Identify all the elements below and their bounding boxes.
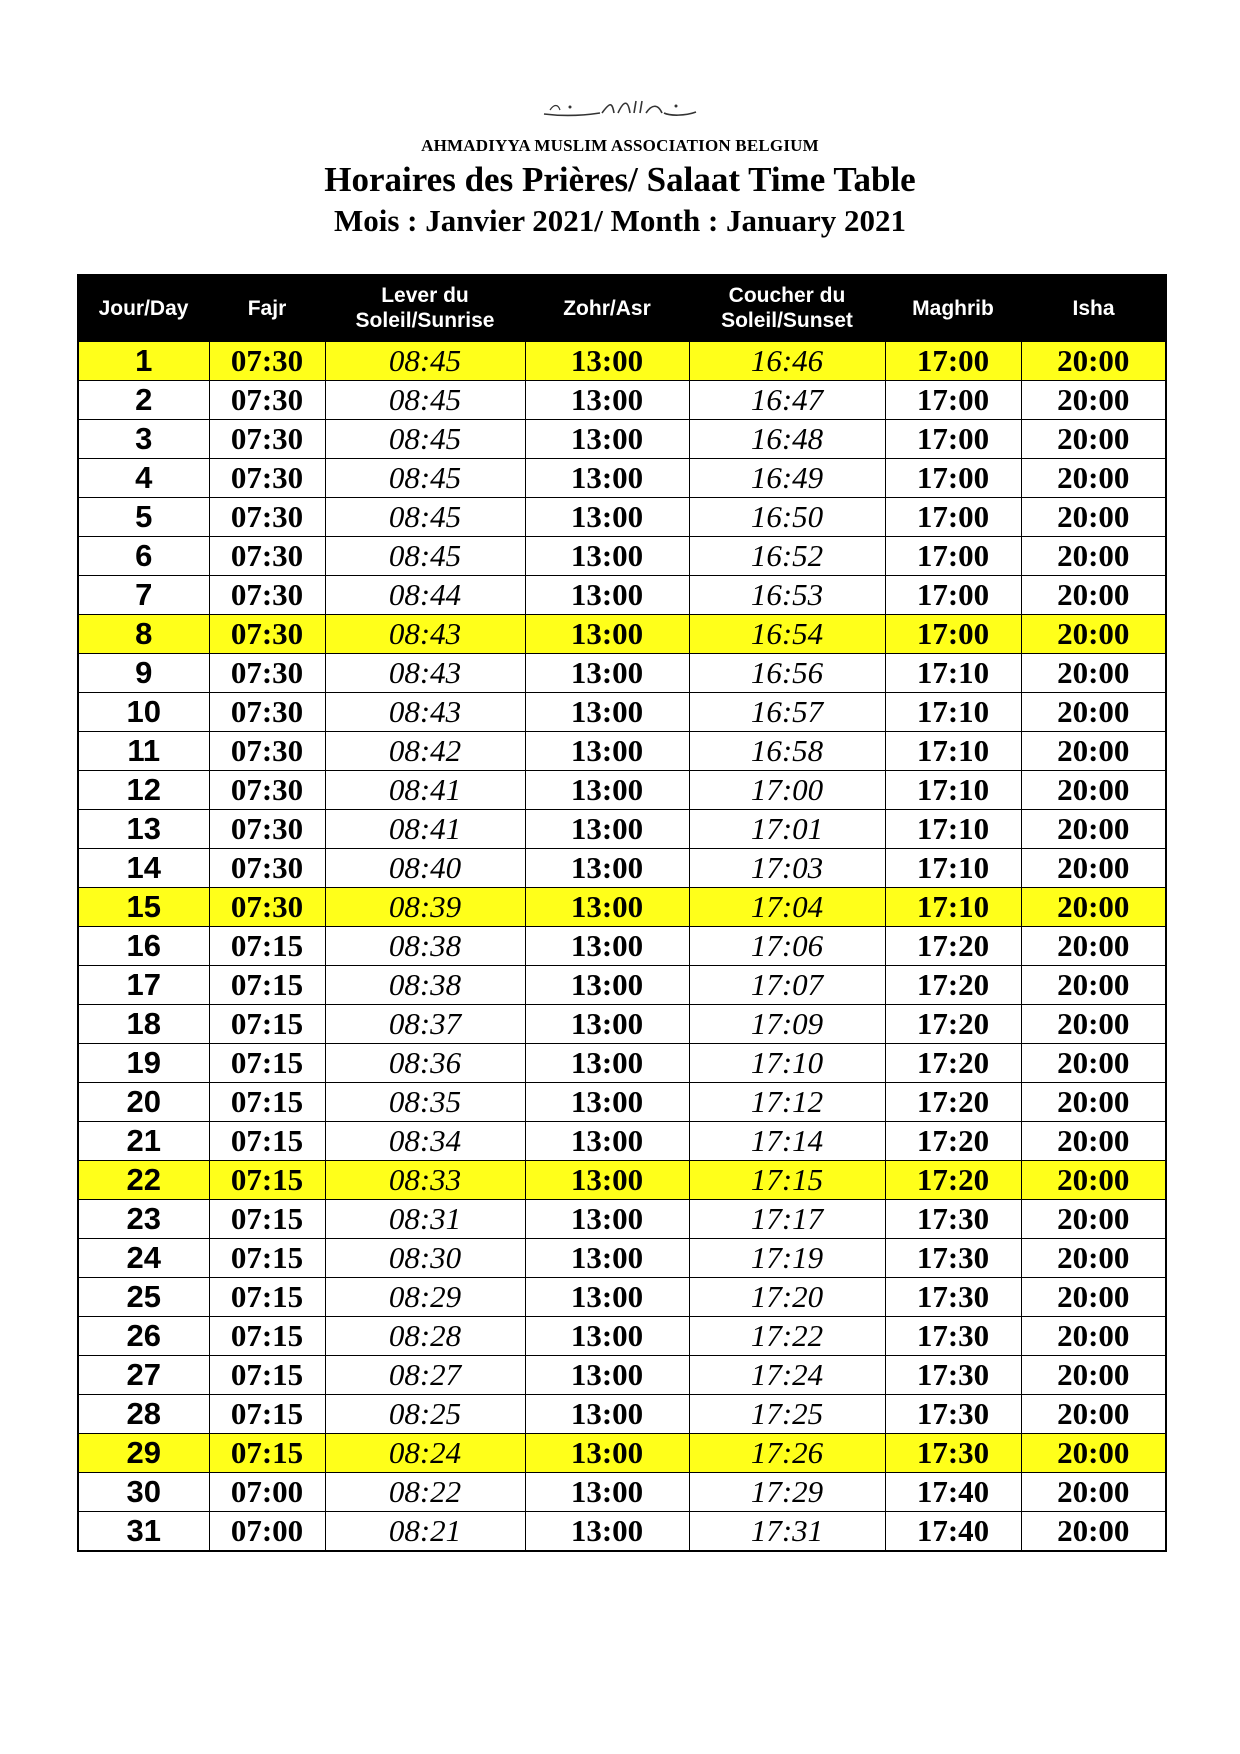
isha-cell: 20:00 [1021, 1512, 1166, 1552]
day-cell: 6 [78, 537, 209, 576]
zohr-cell: 13:00 [525, 810, 689, 849]
isha-cell: 20:00 [1021, 1395, 1166, 1434]
isha-cell: 20:00 [1021, 966, 1166, 1005]
day-cell: 20 [78, 1083, 209, 1122]
zohr-cell: 13:00 [525, 771, 689, 810]
sunrise-cell: 08:44 [325, 576, 525, 615]
table-row [78, 732, 1166, 771]
sunrise-cell: 08:45 [325, 537, 525, 576]
fajr-cell: 07:30 [209, 537, 325, 576]
fajr-cell: 07:30 [209, 849, 325, 888]
day-cell: 27 [78, 1356, 209, 1395]
sunrise-cell: 08:36 [325, 1044, 525, 1083]
sunset-cell: 17:20 [689, 1278, 885, 1317]
maghrib-cell: 17:00 [885, 420, 1021, 459]
zohr-cell: 13:00 [525, 459, 689, 498]
day-cell: 26 [78, 1317, 209, 1356]
maghrib-cell: 17:20 [885, 1161, 1021, 1200]
table-row [78, 1395, 1166, 1434]
zohr-cell: 13:00 [525, 849, 689, 888]
zohr-cell: 13:00 [525, 341, 689, 381]
table-row [78, 576, 1166, 615]
table-row [78, 381, 1166, 420]
table-row [78, 1356, 1166, 1395]
isha-cell: 20:00 [1021, 1122, 1166, 1161]
sunset-cell: 17:01 [689, 810, 885, 849]
zohr-cell: 13:00 [525, 888, 689, 927]
sunset-cell: 16:52 [689, 537, 885, 576]
column-header-sunrise: Lever du Soleil/Sunrise [325, 275, 525, 341]
maghrib-cell: 17:00 [885, 576, 1021, 615]
fajr-cell: 07:15 [209, 1278, 325, 1317]
maghrib-cell: 17:00 [885, 459, 1021, 498]
sunrise-cell: 08:43 [325, 654, 525, 693]
sunset-cell: 16:49 [689, 459, 885, 498]
day-cell: 24 [78, 1239, 209, 1278]
isha-cell: 20:00 [1021, 1317, 1166, 1356]
isha-cell: 20:00 [1021, 1044, 1166, 1083]
sunset-cell: 17:24 [689, 1356, 885, 1395]
fajr-cell: 07:15 [209, 927, 325, 966]
sunrise-cell: 08:27 [325, 1356, 525, 1395]
zohr-cell: 13:00 [525, 1083, 689, 1122]
fajr-cell: 07:30 [209, 888, 325, 927]
maghrib-cell: 17:30 [885, 1395, 1021, 1434]
sunset-cell: 17:00 [689, 771, 885, 810]
fajr-cell: 07:15 [209, 1122, 325, 1161]
day-cell: 11 [78, 732, 209, 771]
table-row [78, 1434, 1166, 1473]
isha-cell: 20:00 [1021, 1200, 1166, 1239]
sunrise-cell: 08:45 [325, 420, 525, 459]
fajr-cell: 07:30 [209, 420, 325, 459]
day-cell: 8 [78, 615, 209, 654]
sunrise-cell: 08:45 [325, 498, 525, 537]
sunrise-cell: 08:38 [325, 927, 525, 966]
table-row [78, 498, 1166, 537]
isha-cell: 20:00 [1021, 1278, 1166, 1317]
day-cell: 30 [78, 1473, 209, 1512]
organization-name: AHMADIYYA MUSLIM ASSOCIATION BELGIUM [421, 136, 819, 155]
sunrise-cell: 08:41 [325, 810, 525, 849]
isha-cell: 20:00 [1021, 1239, 1166, 1278]
isha-cell: 20:00 [1021, 849, 1166, 888]
day-cell: 9 [78, 654, 209, 693]
sunset-cell: 17:04 [689, 888, 885, 927]
day-cell: 22 [78, 1161, 209, 1200]
fajr-cell: 07:00 [209, 1473, 325, 1512]
day-cell: 3 [78, 420, 209, 459]
maghrib-cell: 17:30 [885, 1200, 1021, 1239]
sunrise-cell: 08:42 [325, 732, 525, 771]
fajr-cell: 07:30 [209, 341, 325, 381]
zohr-cell: 13:00 [525, 1161, 689, 1200]
zohr-cell: 13:00 [525, 732, 689, 771]
sunset-cell: 16:46 [689, 341, 885, 381]
column-header-maghrib: Maghrib [885, 275, 1021, 341]
maghrib-cell: 17:20 [885, 1044, 1021, 1083]
day-cell: 15 [78, 888, 209, 927]
sunset-cell: 17:14 [689, 1122, 885, 1161]
maghrib-cell: 17:30 [885, 1356, 1021, 1395]
zohr-cell: 13:00 [525, 966, 689, 1005]
maghrib-cell: 17:00 [885, 381, 1021, 420]
maghrib-cell: 17:40 [885, 1473, 1021, 1512]
day-cell: 12 [78, 771, 209, 810]
sunrise-cell: 08:22 [325, 1473, 525, 1512]
zohr-cell: 13:00 [525, 1044, 689, 1083]
page-subtitle: Mois : Janvier 2021/ Month : January 2021 [333, 203, 907, 238]
table-row [78, 849, 1166, 888]
sunset-cell: 16:47 [689, 381, 885, 420]
fajr-cell: 07:15 [209, 1317, 325, 1356]
sunset-cell: 17:06 [689, 927, 885, 966]
sunrise-cell: 08:43 [325, 615, 525, 654]
zohr-cell: 13:00 [525, 1122, 689, 1161]
maghrib-cell: 17:40 [885, 1512, 1021, 1552]
zohr-cell: 13:00 [525, 537, 689, 576]
sunrise-cell: 08:37 [325, 1005, 525, 1044]
prayer-time-table [77, 274, 1167, 1552]
table-row [78, 615, 1166, 654]
table-row [78, 1317, 1166, 1356]
column-header-day: Jour/Day [78, 275, 209, 341]
sunrise-cell: 08:29 [325, 1278, 525, 1317]
maghrib-cell: 17:20 [885, 927, 1021, 966]
isha-cell: 20:00 [1021, 615, 1166, 654]
fajr-cell: 07:30 [209, 381, 325, 420]
sunset-cell: 16:54 [689, 615, 885, 654]
zohr-cell: 13:00 [525, 927, 689, 966]
zohr-cell: 13:00 [525, 420, 689, 459]
maghrib-cell: 17:30 [885, 1317, 1021, 1356]
sunset-cell: 17:17 [689, 1200, 885, 1239]
day-cell: 2 [78, 381, 209, 420]
day-cell: 18 [78, 1005, 209, 1044]
sunset-cell: 16:53 [689, 576, 885, 615]
isha-cell: 20:00 [1021, 771, 1166, 810]
sunset-cell: 17:26 [689, 1434, 885, 1473]
day-cell: 19 [78, 1044, 209, 1083]
sunset-cell: 17:25 [689, 1395, 885, 1434]
table-row [78, 1044, 1166, 1083]
sunrise-cell: 08:34 [325, 1122, 525, 1161]
day-cell: 5 [78, 498, 209, 537]
sunset-cell: 17:09 [689, 1005, 885, 1044]
table-row [78, 1512, 1166, 1552]
day-cell: 17 [78, 966, 209, 1005]
fajr-cell: 07:15 [209, 1161, 325, 1200]
sunset-cell: 17:29 [689, 1473, 885, 1512]
maghrib-cell: 17:10 [885, 654, 1021, 693]
zohr-cell: 13:00 [525, 1005, 689, 1044]
isha-cell: 20:00 [1021, 420, 1166, 459]
table-row [78, 537, 1166, 576]
table-row [78, 888, 1166, 927]
maghrib-cell: 17:10 [885, 888, 1021, 927]
table-row [78, 771, 1166, 810]
sunrise-cell: 08:40 [325, 849, 525, 888]
isha-cell: 20:00 [1021, 1473, 1166, 1512]
sunrise-cell: 08:28 [325, 1317, 525, 1356]
sunrise-cell: 08:35 [325, 1083, 525, 1122]
maghrib-cell: 17:20 [885, 966, 1021, 1005]
zohr-cell: 13:00 [525, 1473, 689, 1512]
fajr-cell: 07:30 [209, 576, 325, 615]
table-row [78, 1200, 1166, 1239]
table-row [78, 693, 1166, 732]
sunrise-cell: 08:45 [325, 341, 525, 381]
column-header-zohr: Zohr/Asr [525, 275, 689, 341]
isha-cell: 20:00 [1021, 381, 1166, 420]
table-header-row [78, 275, 1166, 341]
day-cell: 1 [78, 341, 209, 381]
table-row [78, 966, 1166, 1005]
fajr-cell: 07:15 [209, 1044, 325, 1083]
zohr-cell: 13:00 [525, 1434, 689, 1473]
sunrise-cell: 08:31 [325, 1200, 525, 1239]
sunset-cell: 16:50 [689, 498, 885, 537]
fajr-cell: 07:15 [209, 1005, 325, 1044]
isha-cell: 20:00 [1021, 459, 1166, 498]
maghrib-cell: 17:30 [885, 1239, 1021, 1278]
zohr-cell: 13:00 [525, 1239, 689, 1278]
table-row [78, 927, 1166, 966]
maghrib-cell: 17:20 [885, 1122, 1021, 1161]
isha-cell: 20:00 [1021, 537, 1166, 576]
isha-cell: 20:00 [1021, 576, 1166, 615]
fajr-cell: 07:00 [209, 1512, 325, 1552]
table-row [78, 810, 1166, 849]
isha-cell: 20:00 [1021, 1161, 1166, 1200]
isha-cell: 20:00 [1021, 732, 1166, 771]
maghrib-cell: 17:20 [885, 1083, 1021, 1122]
table-row [78, 1278, 1166, 1317]
day-cell: 16 [78, 927, 209, 966]
day-cell: 21 [78, 1122, 209, 1161]
sunrise-cell: 08:45 [325, 459, 525, 498]
maghrib-cell: 17:10 [885, 771, 1021, 810]
sunset-cell: 16:48 [689, 420, 885, 459]
maghrib-cell: 17:00 [885, 498, 1021, 537]
isha-cell: 20:00 [1021, 1083, 1166, 1122]
day-cell: 10 [78, 693, 209, 732]
table-row [78, 341, 1166, 381]
table-body [78, 341, 1166, 1551]
column-header-isha: Isha [1021, 275, 1166, 341]
zohr-cell: 13:00 [525, 498, 689, 537]
fajr-cell: 07:15 [209, 1239, 325, 1278]
maghrib-cell: 17:10 [885, 693, 1021, 732]
table-row [78, 1239, 1166, 1278]
day-cell: 7 [78, 576, 209, 615]
fajr-cell: 07:30 [209, 771, 325, 810]
page-title: Horaires des Prières/ Salaat Time Table [324, 160, 916, 199]
table-row [78, 1083, 1166, 1122]
zohr-cell: 13:00 [525, 693, 689, 732]
zohr-cell: 13:00 [525, 1278, 689, 1317]
sunset-cell: 16:56 [689, 654, 885, 693]
sunrise-cell: 08:43 [325, 693, 525, 732]
table-row [78, 1473, 1166, 1512]
sunrise-cell: 08:24 [325, 1434, 525, 1473]
fajr-cell: 07:30 [209, 498, 325, 537]
maghrib-cell: 17:00 [885, 537, 1021, 576]
maghrib-cell: 17:00 [885, 615, 1021, 654]
sunset-cell: 17:15 [689, 1161, 885, 1200]
day-cell: 14 [78, 849, 209, 888]
fajr-cell: 07:30 [209, 654, 325, 693]
zohr-cell: 13:00 [525, 381, 689, 420]
zohr-cell: 13:00 [525, 1317, 689, 1356]
sunset-cell: 17:31 [689, 1512, 885, 1552]
sunset-cell: 17:12 [689, 1083, 885, 1122]
day-cell: 4 [78, 459, 209, 498]
day-cell: 13 [78, 810, 209, 849]
fajr-cell: 07:30 [209, 732, 325, 771]
zohr-cell: 13:00 [525, 654, 689, 693]
day-cell: 25 [78, 1278, 209, 1317]
day-cell: 28 [78, 1395, 209, 1434]
sunrise-cell: 08:45 [325, 381, 525, 420]
fajr-cell: 07:30 [209, 810, 325, 849]
sunset-cell: 16:57 [689, 693, 885, 732]
zohr-cell: 13:00 [525, 1200, 689, 1239]
isha-cell: 20:00 [1021, 341, 1166, 381]
fajr-cell: 07:15 [209, 966, 325, 1005]
isha-cell: 20:00 [1021, 927, 1166, 966]
sunrise-cell: 08:33 [325, 1161, 525, 1200]
isha-cell: 20:00 [1021, 654, 1166, 693]
fajr-cell: 07:15 [209, 1356, 325, 1395]
column-header-fajr: Fajr [209, 275, 325, 341]
sunrise-cell: 08:39 [325, 888, 525, 927]
fajr-cell: 07:30 [209, 615, 325, 654]
day-cell: 29 [78, 1434, 209, 1473]
day-cell: 31 [78, 1512, 209, 1552]
maghrib-cell: 17:30 [885, 1278, 1021, 1317]
fajr-cell: 07:30 [209, 459, 325, 498]
sunset-cell: 17:03 [689, 849, 885, 888]
fajr-cell: 07:15 [209, 1083, 325, 1122]
sunset-cell: 16:58 [689, 732, 885, 771]
zohr-cell: 13:00 [525, 576, 689, 615]
fajr-cell: 07:30 [209, 693, 325, 732]
day-cell: 23 [78, 1200, 209, 1239]
isha-cell: 20:00 [1021, 1434, 1166, 1473]
sunset-cell: 17:22 [689, 1317, 885, 1356]
sunset-cell: 17:07 [689, 966, 885, 1005]
zohr-cell: 13:00 [525, 1395, 689, 1434]
sunrise-cell: 08:38 [325, 966, 525, 1005]
sunrise-cell: 08:25 [325, 1395, 525, 1434]
sunset-cell: 17:10 [689, 1044, 885, 1083]
sunrise-cell: 08:21 [325, 1512, 525, 1552]
maghrib-cell: 17:30 [885, 1434, 1021, 1473]
isha-cell: 20:00 [1021, 810, 1166, 849]
zohr-cell: 13:00 [525, 1356, 689, 1395]
zohr-cell: 13:00 [525, 615, 689, 654]
maghrib-cell: 17:10 [885, 810, 1021, 849]
fajr-cell: 07:15 [209, 1395, 325, 1434]
sunset-cell: 17:19 [689, 1239, 885, 1278]
maghrib-cell: 17:20 [885, 1005, 1021, 1044]
fajr-cell: 07:15 [209, 1434, 325, 1473]
maghrib-cell: 17:10 [885, 849, 1021, 888]
maghrib-cell: 17:10 [885, 732, 1021, 771]
isha-cell: 20:00 [1021, 498, 1166, 537]
zohr-cell: 13:00 [525, 1512, 689, 1552]
fajr-cell: 07:15 [209, 1200, 325, 1239]
table-row [78, 459, 1166, 498]
sunrise-cell: 08:30 [325, 1239, 525, 1278]
isha-cell: 20:00 [1021, 693, 1166, 732]
table-row [78, 1005, 1166, 1044]
sunrise-cell: 08:41 [325, 771, 525, 810]
table-row [78, 1161, 1166, 1200]
isha-cell: 20:00 [1021, 1005, 1166, 1044]
column-header-sunset: Coucher du Soleil/Sunset [689, 275, 885, 341]
table-row [78, 420, 1166, 459]
bismillah-calligraphy [540, 92, 700, 122]
table-row [78, 1122, 1166, 1161]
isha-cell: 20:00 [1021, 888, 1166, 927]
maghrib-cell: 17:00 [885, 341, 1021, 381]
table-row [78, 654, 1166, 693]
isha-cell: 20:00 [1021, 1356, 1166, 1395]
